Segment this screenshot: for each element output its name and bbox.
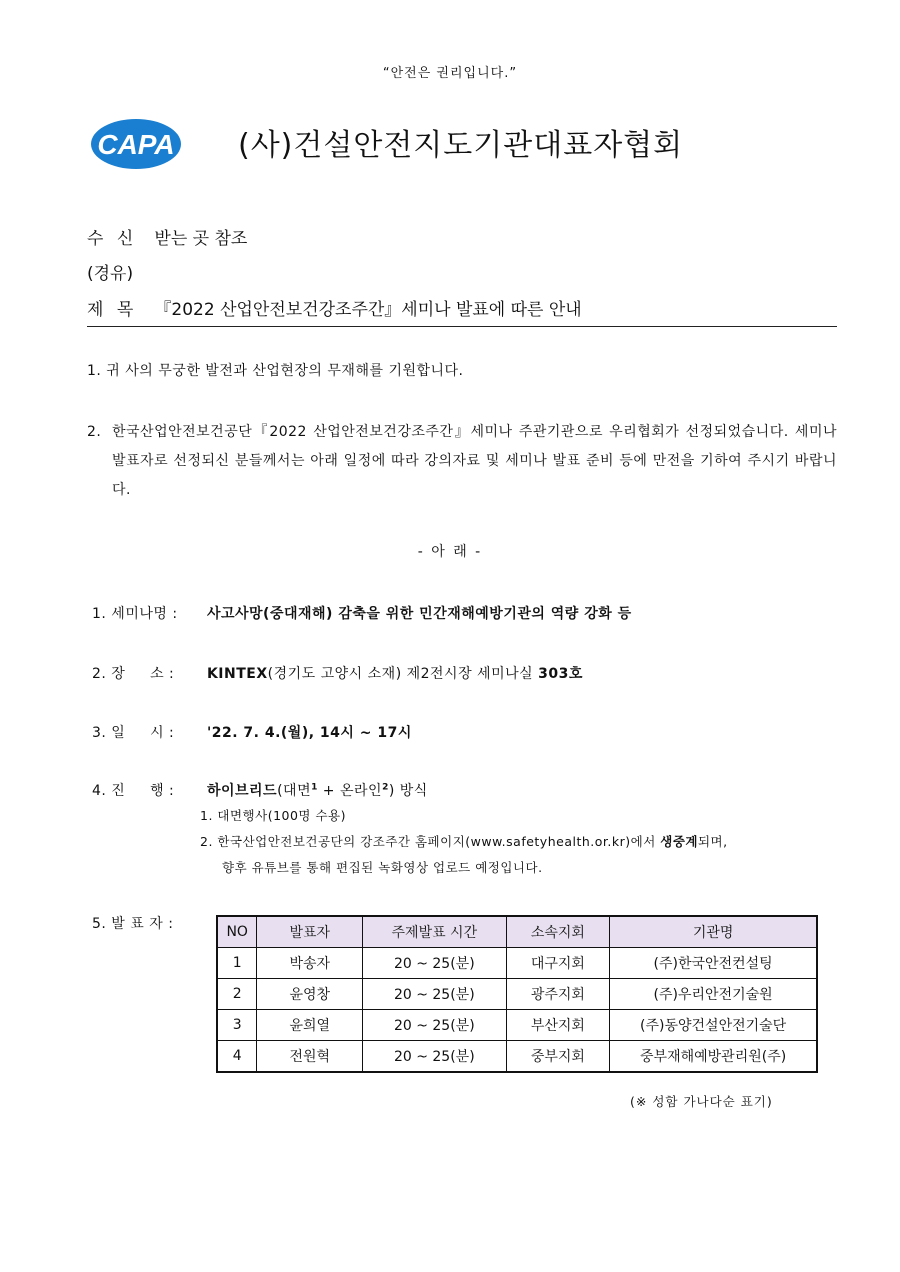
cell-time: 20 ~ 25(분) [363, 979, 507, 1010]
subject-row [87, 295, 582, 320]
cell-no: 2 [217, 979, 257, 1010]
header-presenter: 발표자 [257, 916, 363, 948]
cell-organization: (주)우리안전기술원 [610, 979, 817, 1010]
progress-sub-1: 1. 대면행사(100명 수용) [200, 808, 347, 823]
recipient-value: 받는 곳 참조 [154, 229, 248, 249]
cell-branch: 중부지회 [506, 1041, 610, 1073]
header-divider [87, 326, 837, 327]
header-time: 주제발표 시간 [363, 916, 507, 948]
logo-text: CAPA [97, 129, 175, 160]
seminar-label: 1. 세미나명 : [92, 606, 178, 622]
header-no: NO [217, 916, 257, 948]
organization-name: (사)건설안전지도기관대표자협회 [238, 128, 684, 163]
progress-sub-2-end: 되며, [697, 834, 728, 849]
table-row [217, 948, 817, 979]
table-row [217, 1010, 817, 1041]
progress-sub-2 [200, 830, 728, 854]
subject-label: 제 목 [87, 300, 138, 320]
cell-presenter: 박송자 [257, 948, 363, 979]
progress-mode: 하이브리드 [206, 783, 278, 799]
cell-presenter: 윤영창 [257, 979, 363, 1010]
below-heading: - 아 래 - [417, 544, 483, 560]
progress-sub-2-text: 2. 한국산업안전보건공단의 강조주간 홈페이지(www.safetyhealth.or.kr)에서 [200, 834, 661, 849]
capa-logo [90, 118, 182, 170]
via-row: (경유) [87, 264, 134, 284]
place-room: 303호 [538, 666, 583, 682]
place-venue: KINTEX [206, 666, 268, 682]
cell-no: 4 [217, 1041, 257, 1073]
cell-time: 20 ~ 25(분) [363, 1010, 507, 1041]
progress-sub-3: 향후 유튜브를 통해 편집된 녹화영상 업로드 예정입니다. [222, 860, 543, 875]
sort-note: (※ 성함 가나다순 표기) [630, 1094, 773, 1109]
progress-part-2: + 온라인 [317, 783, 383, 799]
cell-branch: 광주지회 [506, 979, 610, 1010]
table-header-row [217, 916, 817, 948]
motto: “안전은 권리입니다.” [382, 66, 518, 81]
cell-time: 20 ~ 25(분) [363, 1041, 507, 1073]
paragraph-1: 1. 귀 사의 무궁한 발전과 산업현장의 무재해를 기원합니다. [87, 363, 464, 379]
date-value: '22. 7. 4.(월), 14시 ~ 17시 [206, 725, 412, 741]
paragraph-2 [87, 418, 837, 505]
cell-organization: (주)한국안전컨설팅 [610, 948, 817, 979]
presenters-label: 5. 발 표 자 : [92, 916, 174, 932]
recipient-label: 수 신 [87, 229, 138, 249]
subject-value: 『2022 산업안전보건강조주간』세미나 발표에 따른 안내 [154, 300, 582, 320]
header-branch: 소속지회 [506, 916, 610, 948]
cell-no: 3 [217, 1010, 257, 1041]
cell-organization: (주)동양건설안전기술단 [610, 1010, 817, 1041]
footnote-2: 2 [382, 782, 389, 793]
paragraph-2-text: 한국산업안전보건공단『2022 산업안전보건강조주간』세미나 주관기관으로 우리협회가 선정되었습니다. 세미나 발표자로 선정되신 분들께서는 아래 일정에 따라 강의자료 및 세미나 발표 준비 등에 만전을 기하여 주시기 바랍니다. [112, 424, 837, 498]
table-row [217, 1041, 817, 1073]
footnote-1: 1 [311, 782, 318, 793]
seminar-value: 사고사망(중대재해) 감축을 위한 민간재해예방기관의 역량 강화 등 [206, 606, 632, 622]
header-organization: 기관명 [610, 916, 817, 948]
item-place [92, 663, 583, 683]
place-detail: (경기도 고양시 소재) 제2전시장 세미나실 [267, 666, 539, 682]
presenters-table [216, 915, 818, 1073]
cell-organization: 중부재해예방관리원(주) [610, 1041, 817, 1073]
place-label: 2. 장 소 : [92, 666, 175, 682]
cell-presenter: 전원혁 [257, 1041, 363, 1073]
cell-no: 1 [217, 948, 257, 979]
date-label: 3. 일 시 : [92, 725, 175, 741]
recipient-row [87, 224, 247, 249]
item-seminar [92, 603, 632, 623]
paragraph-2-number: 2. [87, 424, 102, 440]
progress-part-1: (대면 [277, 783, 312, 799]
cell-branch: 부산지회 [506, 1010, 610, 1041]
table-row [217, 979, 817, 1010]
cell-branch: 대구지회 [506, 948, 610, 979]
livestream-text: 생중계 [660, 834, 698, 849]
cell-presenter: 윤희열 [257, 1010, 363, 1041]
progress-part-3: ) 방식 [388, 783, 428, 799]
item-progress [92, 780, 428, 800]
cell-time: 20 ~ 25(분) [363, 948, 507, 979]
item-date [92, 722, 412, 742]
progress-label: 4. 진 행 : [92, 783, 175, 799]
